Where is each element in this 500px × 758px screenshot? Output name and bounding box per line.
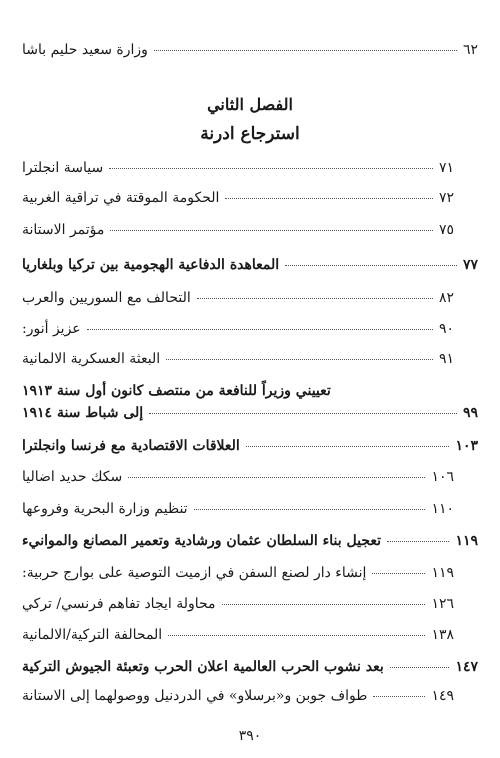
toc-entry-page: ١١٩ bbox=[431, 565, 454, 581]
toc-entry-page: ٦٢ bbox=[462, 42, 478, 58]
dot-leader bbox=[168, 634, 425, 636]
toc-entry bbox=[22, 257, 478, 273]
toc-entry bbox=[22, 321, 454, 337]
toc-entry bbox=[22, 438, 478, 454]
toc-entry-title: محاولة ايجاد تفاهم فرنسي/ تركي bbox=[22, 596, 216, 612]
dot-leader bbox=[246, 445, 450, 447]
toc-entry-page: ١٤٧ bbox=[455, 659, 478, 675]
dot-leader bbox=[387, 540, 449, 542]
toc-entry-page: ١٢٦ bbox=[431, 596, 454, 612]
toc-entry-title: طواف جوبن و«برسلاو» في الدردنيل ووصولهما إلى الاستانة bbox=[22, 688, 368, 704]
toc-entry-title: تعجيل بناء السلطان عثمان ورشادية وتعمير المصانع والموانيء bbox=[22, 533, 382, 549]
toc-entry-title: المحالفة التركية/الالمانية bbox=[22, 627, 163, 643]
toc-entry bbox=[22, 383, 478, 399]
toc-entry bbox=[22, 596, 454, 612]
toc-entry-title: بعد نشوب الحرب العالمية اعلان الحرب وتعبئة الجيوش التركية bbox=[22, 659, 384, 675]
dot-leader bbox=[109, 167, 433, 169]
chapter-title: استرجاع ادرنة bbox=[200, 124, 300, 144]
toc-entry-page: ٧١ bbox=[438, 160, 454, 176]
dot-leader bbox=[166, 358, 433, 360]
toc-entry bbox=[22, 222, 454, 238]
toc-entry-page: ١١٠ bbox=[431, 501, 454, 517]
toc-entry bbox=[22, 351, 454, 367]
dot-leader bbox=[390, 666, 450, 668]
toc-entry-page: ١٠٦ bbox=[431, 469, 454, 485]
dot-leader bbox=[87, 328, 433, 330]
page-number: ٣٩٠ bbox=[238, 728, 262, 744]
toc-entry-title: عزيز أنور: bbox=[22, 321, 81, 337]
toc-entry-title: إلى شباط سنة ١٩١٤ bbox=[22, 405, 144, 421]
toc-entry bbox=[22, 501, 454, 517]
toc-entry-page: ١٤٩ bbox=[431, 688, 454, 704]
toc-entry-title: سكك حديد اضاليا bbox=[22, 469, 123, 485]
toc-entry-page: ٩٩ bbox=[462, 405, 478, 421]
toc-entry bbox=[22, 659, 478, 675]
toc-entry-page: ١٠٣ bbox=[455, 438, 478, 454]
toc-entry-title: المعاهدة الدفاعية الهجومية بين تركيا وبلغاريا bbox=[22, 257, 280, 273]
toc-entry-title: البعثة العسكرية الالمانية bbox=[22, 351, 161, 367]
chapter-label: الفصل الثاني bbox=[207, 95, 293, 114]
toc-entry-title: التحالف مع السوريين والعرب bbox=[22, 290, 191, 306]
toc-entry-title: سياسة انجلترا bbox=[22, 160, 104, 176]
toc-entry-title: إنشاء دار لصنع السفن في ازميت التوصية على بوارج حربية: bbox=[22, 565, 367, 581]
toc-entry-page: ٧٧ bbox=[462, 257, 478, 273]
toc-entry-page: ٩١ bbox=[438, 351, 454, 367]
toc-entry bbox=[22, 533, 478, 549]
toc-entry bbox=[22, 627, 454, 643]
toc-entry-title: العلاقات الاقتصادية مع فرنسا وانجلترا bbox=[22, 438, 240, 454]
toc-entry bbox=[22, 565, 454, 581]
dot-leader bbox=[154, 49, 457, 51]
toc-entry-page: ١٣٨ bbox=[431, 627, 454, 643]
toc-entry-title: تنظيم وزارة البحرية وفروعها bbox=[22, 501, 188, 517]
toc-entry-page: ٧٢ bbox=[438, 190, 454, 206]
dot-leader bbox=[372, 572, 425, 574]
dot-leader bbox=[222, 603, 426, 605]
toc-entry-title: الحكومة الموقتة في تراقية الغربية bbox=[22, 190, 220, 206]
toc-entry bbox=[22, 160, 454, 176]
toc-entry-page: ٨٢ bbox=[438, 290, 454, 306]
toc-entry-title: وزارة سعيد حليم باشا bbox=[22, 42, 148, 58]
dot-leader bbox=[194, 508, 426, 510]
dot-leader bbox=[373, 695, 425, 697]
toc-entry bbox=[22, 42, 478, 58]
dot-leader bbox=[149, 412, 457, 414]
toc-entry bbox=[22, 688, 454, 704]
toc-entry bbox=[22, 405, 478, 421]
toc-entry-title: مؤتمر الاستانة bbox=[22, 222, 105, 238]
dot-leader bbox=[197, 297, 433, 299]
toc-entry bbox=[22, 290, 454, 306]
dot-leader bbox=[285, 264, 457, 266]
toc-entry-title: تعييني وزيراً للنافعة من منتصف كانون أول سنة ١٩١٣ bbox=[22, 383, 331, 399]
toc-entry bbox=[22, 190, 454, 206]
dot-leader bbox=[128, 476, 425, 478]
toc-entry-page: ٩٠ bbox=[438, 321, 454, 337]
toc-entry bbox=[22, 469, 454, 485]
dot-leader bbox=[225, 197, 433, 199]
dot-leader bbox=[110, 229, 433, 231]
toc-entry-page: ٧٥ bbox=[438, 222, 454, 238]
toc-entry-page: ١١٩ bbox=[455, 533, 478, 549]
